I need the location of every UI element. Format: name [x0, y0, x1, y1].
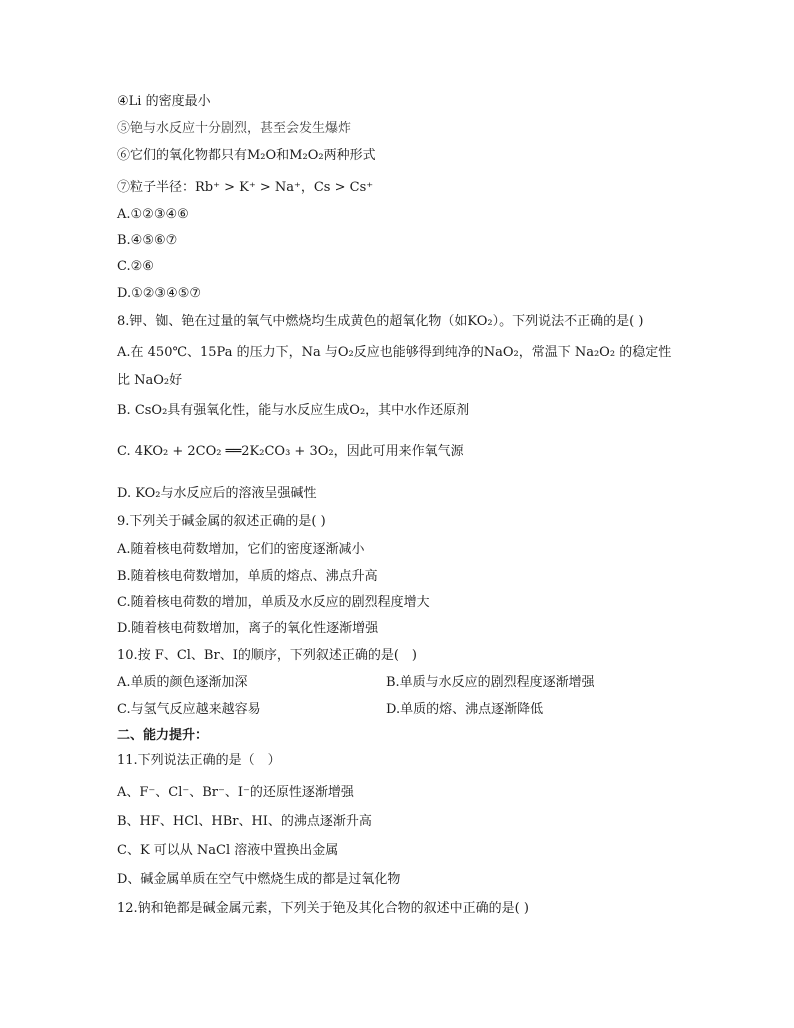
q7-option-a: A.①②③④⑥: [117, 207, 189, 222]
q8-option-d: D. KO₂与水反应后的溶液呈强碱性: [117, 486, 317, 501]
q9-option-a: A.随着核电荷数增加，它们的密度逐渐减小: [117, 542, 365, 557]
q10-option-c: C.与氢气反应越来越容易: [117, 702, 261, 717]
q7-option-d: D.①②③④⑤⑦: [117, 286, 202, 301]
statement-7: ⑦粒子半径：Rb⁺ > K⁺ > Na⁺，Cs > Cs⁺: [117, 180, 374, 195]
q9-option-c: C.随着核电荷数的增加，单质及水反应的剧烈程度增大: [117, 595, 430, 610]
q11-option-c: C、K 可以从 NaCl 溶液中置换出金属: [117, 843, 339, 858]
q10-option-b: B.单质与水反应的剧烈程度逐渐增强: [386, 675, 595, 690]
q11-option-b: B、HF、HCl、HBr、HI、的沸点逐渐升高: [117, 814, 372, 829]
q8-option-a: A.在 450℃、15Pa 的压力下，Na 与O₂反应也能够得到纯净的NaO₂，常温下 Na₂O₂ 的稳定性: [117, 345, 672, 360]
q11-option-a: A、F⁻、Cl⁻、Br⁻、I⁻的还原性逐渐增强: [117, 785, 354, 800]
question-12: 12.钠和铯都是碱金属元素，下列关于铯及其化合物的叙述中正确的是( ): [117, 901, 529, 916]
q7-option-c: C.②⑥: [117, 259, 154, 274]
q9-option-d: D.随着核电荷数增加，离子的氧化性逐渐增强: [117, 621, 379, 636]
question-8: 8.钾、铷、铯在过量的氧气中燃烧均生成黄色的超氧化物（如KO₂）。下列说法不正确的是( ): [117, 314, 644, 329]
q8-option-c: C. 4KO₂ + 2CO₂ ══2K₂CO₃ + 3O₂，因此可用来作氧气源: [117, 444, 464, 459]
question-11: 11.下列说法正确的是（ ）: [117, 753, 281, 768]
q10-option-a: A.单质的颜色逐渐加深: [117, 675, 248, 690]
statement-6: ⑥它们的氧化物都只有M₂O和M₂O₂两种形式: [117, 148, 376, 163]
statement-5: ⑤铯与水反应十分剧烈，甚至会发生爆炸: [117, 121, 352, 136]
q8-option-a-cont: 比 NaO₂好: [117, 373, 183, 388]
q11-option-d: D、碱金属单质在空气中燃烧生成的都是过氧化物: [117, 872, 401, 887]
q9-option-b: B.随着核电荷数增加，单质的熔点、沸点升高: [117, 569, 378, 584]
q10-option-d: D.单质的熔、沸点逐渐降低: [386, 702, 544, 717]
question-9: 9.下列关于碱金属的叙述正确的是( ): [117, 514, 326, 529]
q8-option-b: B. CsO₂具有强氧化性，能与水反应生成O₂，其中水作还原剂: [117, 403, 470, 418]
q7-option-b: B.④⑤⑥⑦: [117, 233, 178, 248]
statement-4: ④Li 的密度最小: [117, 94, 211, 109]
question-10: 10.按 F、Cl、Br、I的顺序，下列叙述正确的是( ): [117, 648, 417, 663]
section-heading: 二、能力提升：: [117, 728, 209, 743]
